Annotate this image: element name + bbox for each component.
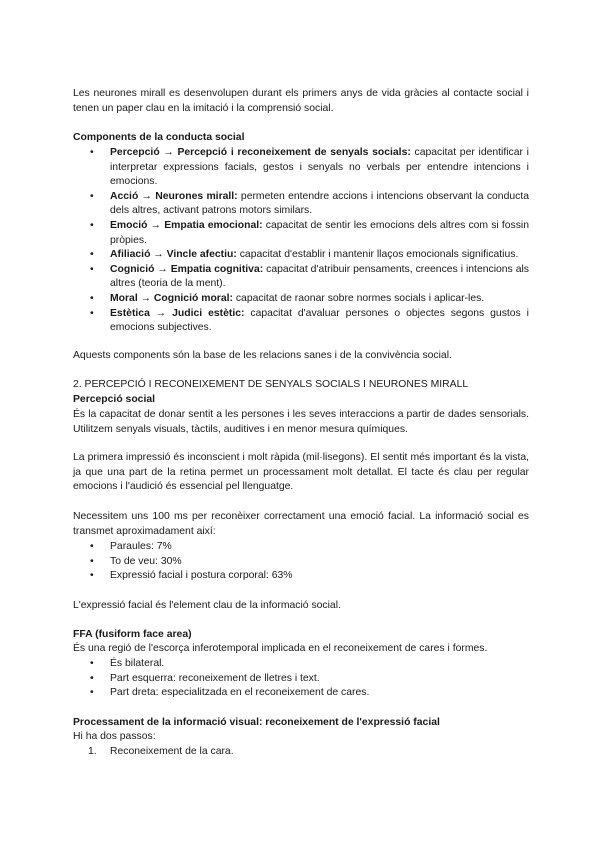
step-text: Reconeixement de la cara. bbox=[110, 746, 234, 757]
percepcio-social-heading: Percepció social bbox=[73, 394, 156, 405]
component-item-afiliacio bbox=[73, 248, 529, 263]
communication-stats-list bbox=[73, 540, 529, 584]
component-term: Acció → Neurones mirall: bbox=[110, 190, 238, 202]
percepcio-social-paragraph-2: La primera impressió és inconscient i molt ràpida (mil·lisegons). El sentit més important és la vista, ja que una part de la retina permet un processament molt detallat. El tacte és clau per regular emocions i l'audició és essencial pel llenguatge. bbox=[73, 452, 529, 493]
stat-words: • Paraules: 7% bbox=[73, 540, 529, 555]
component-term: Moral → Cognició moral: bbox=[110, 292, 233, 304]
component-term: Percepció → Percepció i reconeixement de senyals socials: bbox=[110, 147, 411, 158]
percepcio-social-paragraph-1: És la capacitat de donar sentit a les persones i les seves interaccions a partir de dades sensorials. Utilitzem senyals visuals, tàctils, auditives i en menor mesura químiques. bbox=[73, 409, 529, 435]
ffa-item-right: • Part dreta: especialitzada en el reconeixement de cares. bbox=[73, 686, 529, 701]
component-desc: capacitat de sentir les emocions dels altres com si fossin pròpies. bbox=[110, 219, 530, 246]
step-number: 1. bbox=[88, 746, 97, 757]
section-2-title: 2. PERCEPCIÓ I RECONEIXEMENT DE SENYALS SOCIALS I NEURONES MIRALL bbox=[73, 379, 469, 390]
ffa-item-left: • Part esquerra: reconeixement de lletres i text. bbox=[73, 672, 529, 687]
ffa-heading: FFA (fusiform face area) bbox=[73, 629, 192, 640]
components-heading: Components de la conducta social bbox=[73, 132, 245, 143]
component-term: Emoció → Empatia emocional: bbox=[110, 219, 263, 231]
component-item-cognicio bbox=[73, 263, 529, 292]
component-item-accio bbox=[73, 190, 529, 219]
intro-paragraph: Les neurones mirall es desenvolupen durant els primers anys de vida gràcies al contacte social i tenen un paper clau en la imitació i la comprensió social. bbox=[73, 88, 529, 114]
percepcio-social-paragraph-3: Necessitem uns 100 ms per reconèixer correctament una emoció facial. La informació social es transmet aproximadament així: bbox=[73, 511, 529, 537]
component-desc: capacitat de raonar sobre normes socials i aplicar-les. bbox=[232, 292, 485, 304]
visual-processing-paragraph: Hi ha dos passos: bbox=[73, 731, 156, 742]
ffa-paragraph: És una regió de l'escorça inferotemporal implicada en el reconeixement de cares i formes. bbox=[73, 643, 488, 654]
components-closing: Aquests components són la base de les relacions sanes i de la convivència social. bbox=[73, 350, 452, 361]
component-item-moral bbox=[73, 292, 529, 307]
component-term: Cognició → Empatia cognitiva: bbox=[110, 263, 264, 275]
visual-processing-heading: Processament de la informació visual: reconeixement de l'expressió facial bbox=[73, 717, 440, 728]
component-term: Estètica → Judici estètic: bbox=[110, 307, 245, 319]
component-desc: permeten entendre accions i intencions observant la conducta dels altres, activant patrons motors similars. bbox=[110, 190, 529, 217]
component-term: Afiliació → Vincle afectiu: bbox=[110, 249, 237, 261]
facial-expression-paragraph: L'expressió facial és l'element clau de la informació social. bbox=[73, 600, 341, 611]
component-desc: capacitat d'avaluar persones o objectes segons gustos i emocions subjectives. bbox=[110, 307, 529, 334]
component-item-percepcio bbox=[73, 146, 529, 190]
stat-facial: • Expressió facial i postura corporal: 63% bbox=[73, 569, 529, 584]
component-desc: capacitat per identificar i interpretar expressions facials, gestos i senyals no verbals per entendre intencions i emocions. bbox=[110, 147, 529, 188]
component-desc: capacitat d'establir i mantenir llaços emocionals significatius. bbox=[236, 249, 519, 261]
ffa-item-bilateral: • És bilateral. bbox=[73, 657, 529, 672]
visual-steps-list bbox=[73, 745, 529, 760]
stat-tone: • To de veu: 30% bbox=[73, 555, 529, 570]
component-item-emocio bbox=[73, 219, 529, 248]
visual-step-item bbox=[73, 745, 529, 760]
component-item-estetica bbox=[73, 307, 529, 336]
component-desc: capacitat d'atribuir pensaments, creences i intencions als altres (teoria de la ment). bbox=[110, 263, 529, 290]
components-list bbox=[73, 146, 529, 336]
ffa-list bbox=[73, 657, 529, 701]
